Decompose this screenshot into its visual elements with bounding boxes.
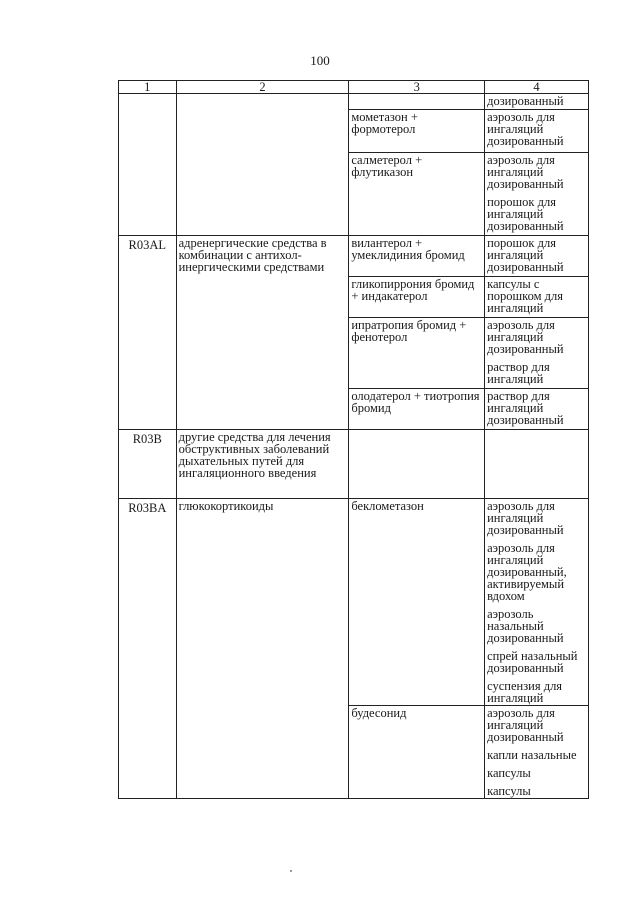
- table-row: [119, 499, 589, 706]
- dosage-form: аэрозоль для ингаляций дозированный: [487, 153, 564, 191]
- dosage-form: капсулы: [487, 784, 531, 798]
- substance-cell: вилантерол + умеклидиния бромид: [349, 236, 485, 277]
- dosage-form: раствор для ингаляций дозированный: [487, 389, 564, 427]
- column-header: 1: [119, 81, 177, 94]
- dosage-form: аэрозоль для ингаляций дозированный: [487, 110, 564, 148]
- dosage-form: аэрозоль для ингаляций дозированный: [487, 318, 564, 356]
- form-cell: [485, 153, 589, 236]
- column-header: 2: [176, 81, 349, 94]
- substance-cell: салметерол + флутиказон: [349, 153, 485, 236]
- form-cell: [485, 706, 589, 799]
- group-cell: глюкокортикоиды: [176, 499, 349, 799]
- form-cell: [485, 110, 589, 153]
- form-cell: [485, 499, 589, 706]
- substance-cell: будесонид: [349, 706, 485, 799]
- substance-cell: ипратропия бромид + фенотерол: [349, 318, 485, 389]
- dosage-form: капли назальные: [487, 748, 577, 762]
- group-cell: другие средства для лечения обструктивных заболеваний дыхательных путей для ингаляционного введения: [176, 430, 349, 499]
- table-row: [119, 430, 589, 499]
- dosage-form: капсулы с порошком для ингаляций: [487, 277, 563, 315]
- code-cell: R03AL: [119, 236, 177, 430]
- dosage-form: порошок для ингаляций дозированный: [487, 195, 564, 233]
- substance-cell: гликопиррония бромид + индакатерол: [349, 277, 485, 318]
- substance-cell: [349, 94, 485, 110]
- code-cell: [119, 94, 177, 236]
- drug-table: [118, 80, 589, 799]
- substance-cell: мометазон + формотерол: [349, 110, 485, 153]
- form-cell: [485, 277, 589, 318]
- page-number: 100: [310, 53, 330, 68]
- column-header: 3: [349, 81, 485, 94]
- form-cell: [485, 94, 589, 110]
- table-row: [119, 236, 589, 277]
- dosage-form: капсулы: [487, 766, 531, 780]
- column-header: 4: [485, 81, 589, 94]
- substance-cell: беклометазон: [349, 499, 485, 706]
- code-cell: R03B: [119, 430, 177, 499]
- dosage-form: дозированный: [487, 94, 564, 108]
- dosage-form: аэрозоль для ингаляций дозированный: [487, 706, 564, 744]
- dosage-form: аэрозоль назальный дозированный: [487, 607, 564, 645]
- form-cell: [485, 430, 589, 499]
- dosage-form: порошок для ингаляций дозированный: [487, 236, 564, 274]
- group-cell: адренергические средства в комбинации с антихол-инергическими средствами: [176, 236, 349, 430]
- code-cell: R03BA: [119, 499, 177, 799]
- dosage-form: спрей назальный дозированный: [487, 649, 578, 675]
- scan-speck: [290, 870, 292, 872]
- dosage-form: раствор для ингаляций: [487, 360, 550, 386]
- dosage-form: аэрозоль для ингаляций дозированный, активируемый вдохом: [487, 541, 567, 603]
- table-row: [119, 94, 589, 110]
- table-header-row: [119, 81, 589, 94]
- dosage-form: суспензия для ингаляций: [487, 679, 563, 705]
- form-cell: [485, 318, 589, 389]
- group-cell: [176, 94, 349, 236]
- dosage-form: аэрозоль для ингаляций дозированный: [487, 499, 564, 537]
- form-cell: [485, 389, 589, 430]
- substance-cell: олодатерол + тиотропия бромид: [349, 389, 485, 430]
- form-cell: [485, 236, 589, 277]
- substance-cell: [349, 430, 485, 499]
